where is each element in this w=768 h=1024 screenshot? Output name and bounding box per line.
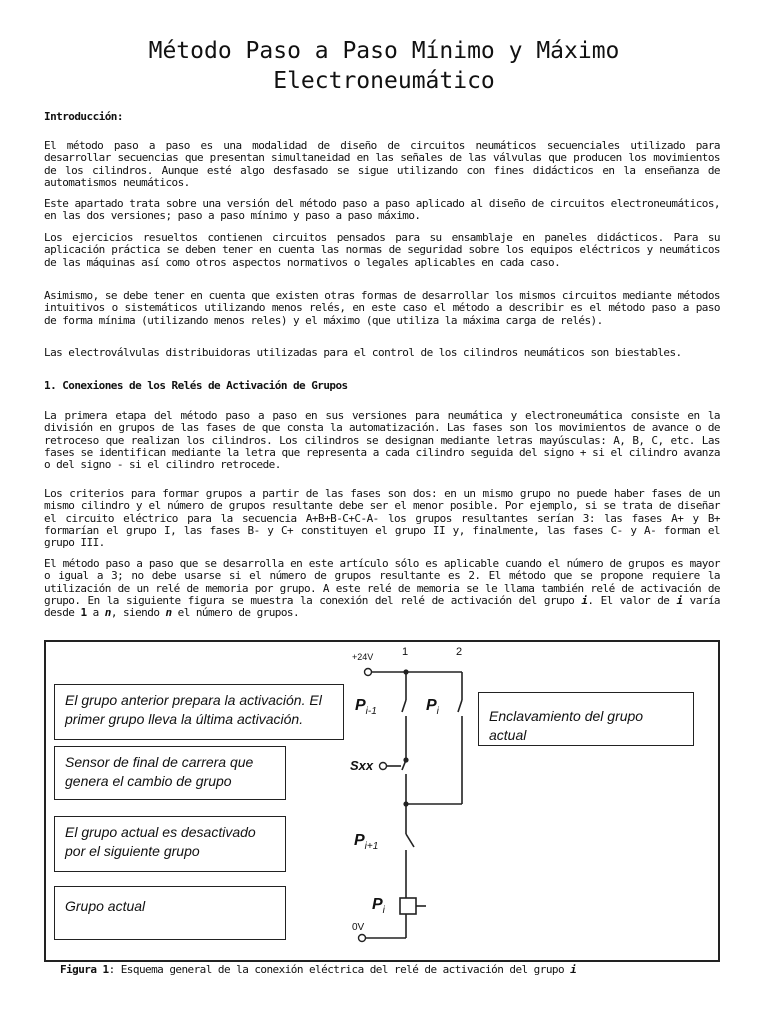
contact-p-next-nc [406, 834, 414, 847]
p3-text-4: a [86, 606, 105, 620]
box-latching: Enclavamiento del grupo actual [478, 692, 694, 746]
ground-terminal [359, 935, 366, 942]
intro-paragraph-1: El método paso a paso es una modalidad de diseño de circuitos neumáticos secuenciales utilizado para desarrollar secuencias que presentan simultaneidad en las señales de las válvulas que producen los movimientos de los cilindros. Aunque esté algo desfasado se sigue utilizando con fines didácticos en la enseñanza de automatismos neumáticos. [44, 139, 720, 189]
document-title [40, 36, 728, 96]
var-n: n [104, 606, 111, 620]
sensor-terminal [380, 763, 387, 770]
figure-caption [60, 964, 710, 976]
p3-text-3: varía desde [44, 593, 720, 620]
contact-p-prev [402, 700, 406, 712]
box-previous-group: El grupo anterior prepara la activación. El primer grupo lleva la última activación. [54, 684, 344, 740]
node-junction [403, 801, 408, 806]
sensor-label: Sxx [350, 758, 374, 773]
title-line-2: Electroneumático [273, 68, 495, 94]
ground-label: 0V [352, 922, 365, 933]
p3-text-5: , siendo [110, 606, 166, 620]
p3-text-6: el número de grupos. [171, 606, 300, 620]
caption-text: : Esquema general de la conexión eléctrica del relé de activación del grupo [108, 963, 571, 976]
column-2-label: 2 [456, 646, 463, 658]
caption-var: i [570, 963, 577, 976]
section-1-paragraph-3 [44, 558, 720, 619]
contact-label-p-next: $P_{i+1}$ [354, 832, 379, 853]
figure-1-diagram [44, 640, 720, 962]
caption-label: Figura 1 [60, 963, 109, 976]
intro-paragraph-2: Este apartado trata sobre una versión del método paso a paso aplicado al diseño de circuitos electroneumáticos, en las dos versiones; paso a paso mínimo y paso a paso máximo. [44, 197, 720, 223]
intro-paragraph-5: Las electroválvulas distribuidoras utilizadas para el control de los cilindros neumáticos son biestables. [44, 346, 682, 359]
p3-text-1: El método paso a paso que se desarrolla en este artículo sólo es aplicable cuando el número de grupos es mayor o igual a 3; no debe usarse si el número de grupos resultante es 2. El método que se propone requiere la utilización de un relé de memoria por grupo. A este relé de memoria se le llama también relé de activación de grupo. En la siguiente figura se muestra la conexión del relé de activación del grupo [44, 557, 720, 607]
section-1-paragraph-2: Los criterios para formar grupos a partir de las fases son dos: en un mismo grupo no puede haber fases de un mismo cilindro y el número de grupos resultante debe ser el menor posible. Por ejemplo, si se trata de diseñar el circuito eléctrico para la secuencia A+B+B-C+C-A- los grupos resultantes serían 3: las fases A+ y B+ formarían el grupo I, las fases B- y C+ constituyen el grupo II y, finalmente, las fases C- y A- forman el grupo III. [44, 487, 720, 550]
title-line-1: Método Paso a Paso Mínimo y Máximo [148, 38, 620, 64]
column-1-label: 1 [402, 646, 409, 658]
node-col1 [403, 669, 408, 674]
box-current-group: Grupo actual [54, 886, 286, 940]
box-next-group: El grupo actual es desactivado por el siguiente grupo [54, 816, 286, 872]
var-i-2: i [676, 593, 683, 607]
intro-paragraph-3: Los ejercicios resueltos contienen circuitos pensados para su ensamblaje en paneles didácticos. Para su aplicación práctica se deben tener en cuenta las normas de seguridad sobre los equipos eléctricos y neumáticos de las máquinas así como otros aspectos normativos o legales aplicables en cada caso. [44, 231, 720, 269]
contact-label-p-cur: $P_i$ [426, 697, 439, 718]
var-n-2: n [165, 606, 172, 620]
box-end-sensor: Sensor de final de carrera que genera el cambio de grupo [54, 746, 286, 800]
var-i: i [581, 593, 588, 607]
contact-p-cur [458, 700, 462, 712]
coil-label: $P_i$ [372, 896, 385, 917]
intro-paragraph-4: Asimismo, se debe tener en cuenta que existen otras formas de desarrollar los mismos circuitos mediante métodos intuitivos o sistemáticos utilizando menos relés, en este caso el método a describir es el método paso a paso de forma mínima (utilizando menos reles) y el máximo (que utiliza la máxima carga de relés). [44, 289, 720, 327]
section-1-heading: 1. Conexiones de los Relés de Activación de Grupos [44, 379, 348, 392]
supply-terminal [365, 669, 372, 676]
supply-label: +24V [352, 652, 374, 662]
relay-coil [400, 898, 416, 914]
num-1: 1 [80, 606, 87, 620]
intro-heading: Introducción: [44, 110, 123, 123]
p3-text-2: . El valor de [587, 593, 677, 607]
node-sensor-top [403, 757, 408, 762]
contact-label-p-prev: $P_{i-1}$ [355, 697, 377, 718]
section-1-paragraph-1: La primera etapa del método paso a paso en sus versiones para neumática y electroneumática consiste en la división en grupos de las fases de que consta la automatización. Las fases son los movimientos de avance o de retroceso que realizan los cilindros. Los cilindros se designan mediante letras mayúsculas: A, B, C, etc. Las fases se identifican mediante la letra que representa a cada cilindro seguida del signo + si el cilindro avanza o del signo - si el cilindro retrocede. [44, 409, 720, 472]
